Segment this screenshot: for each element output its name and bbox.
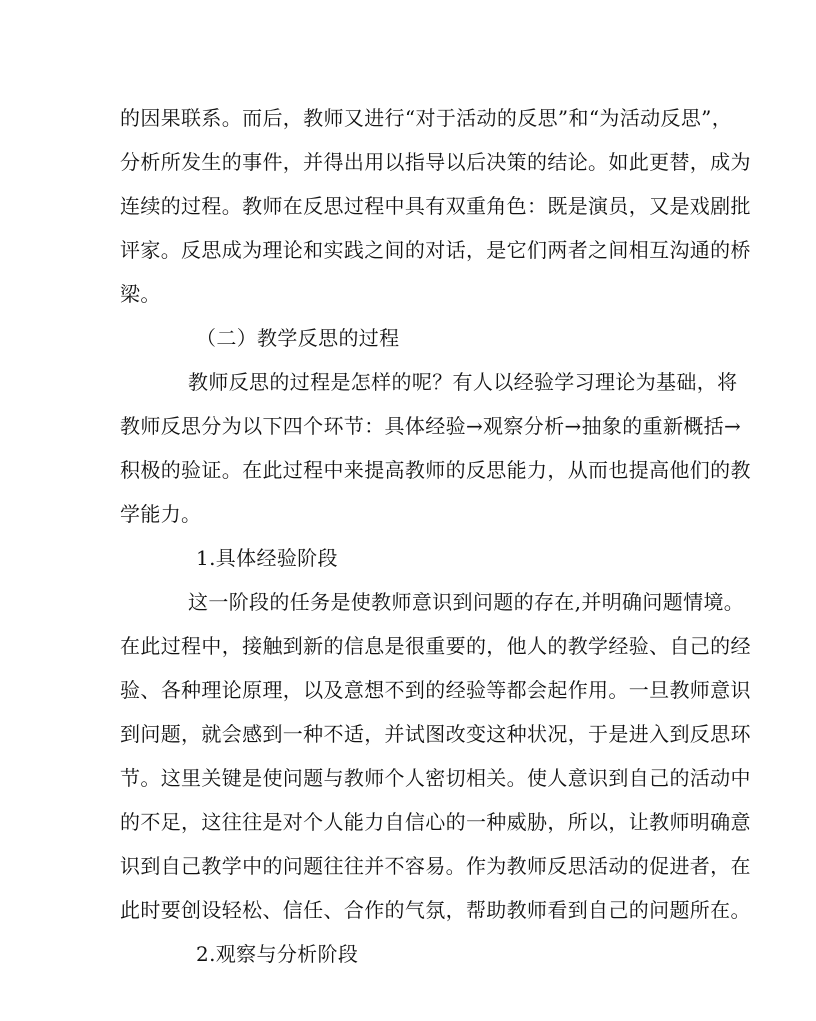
subheading-2: 2.观察与分析阶段 xyxy=(196,942,359,966)
paragraph-1-line-3: 连续的过程。教师在反思过程中具有双重角色：既是演员，又是戏剧批 xyxy=(120,194,751,218)
paragraph-3-line-3: 验、各种理论原理，以及意想不到的经验等都会起作用。一旦教师意识 xyxy=(120,678,751,702)
subheading-1: 1.具体经验阶段 xyxy=(196,546,338,570)
paragraph-2-line-4: 学能力。 xyxy=(120,502,202,526)
paragraph-1-line-1: 的因果联系。而后，教师又进行“对于活动的反思”和“为活动反思”， xyxy=(120,106,733,130)
paragraph-1-line-4: 评家。反思成为理论和实践之间的对话，是它们两者之间相互沟通的桥 xyxy=(120,238,751,262)
paragraph-3-line-4: 到问题，就会感到一种不适，并试图改变这种状况，于是进入到反思环 xyxy=(120,722,751,746)
paragraph-3-line-6: 的不足，这往往是对个人能力自信心的一种威胁，所以，让教师明确意 xyxy=(120,810,751,834)
section-heading-2: （二）教学反思的过程 xyxy=(196,326,400,350)
paragraph-2-line-3: 积极的验证。在此过程中来提高教师的反思能力，从而也提高他们的教 xyxy=(120,458,751,482)
paragraph-3-line-5: 节。这里关键是使问题与教师个人密切相关。使人意识到自己的活动中 xyxy=(120,766,751,790)
paragraph-3-line-1: 这一阶段的任务是使教师意识到问题的存在,并明确问题情境。 xyxy=(188,590,745,614)
paragraph-2-line-1: 教师反思的过程是怎样的呢？有人以经验学习理论为基础，将 xyxy=(188,370,738,394)
paragraph-1-line-2: 分析所发生的事件，并得出用以指导以后决策的结论。如此更替，成为 xyxy=(120,150,751,174)
paragraph-3-line-2: 在此过程中，接触到新的信息是很重要的，他人的教学经验、自己的经 xyxy=(120,634,751,658)
paragraph-2-line-2: 教师反思分为以下四个环节：具体经验→观察分析→抽象的重新概括→ xyxy=(120,414,742,438)
paragraph-3-line-7: 识到自己教学中的问题往往并不容易。作为教师反思活动的促进者，在 xyxy=(120,854,751,878)
paragraph-1-line-5: 梁。 xyxy=(120,282,161,306)
paragraph-3-line-8: 此时要创设轻松、信任、合作的气氛，帮助教师看到自己的问题所在。 xyxy=(120,898,751,922)
